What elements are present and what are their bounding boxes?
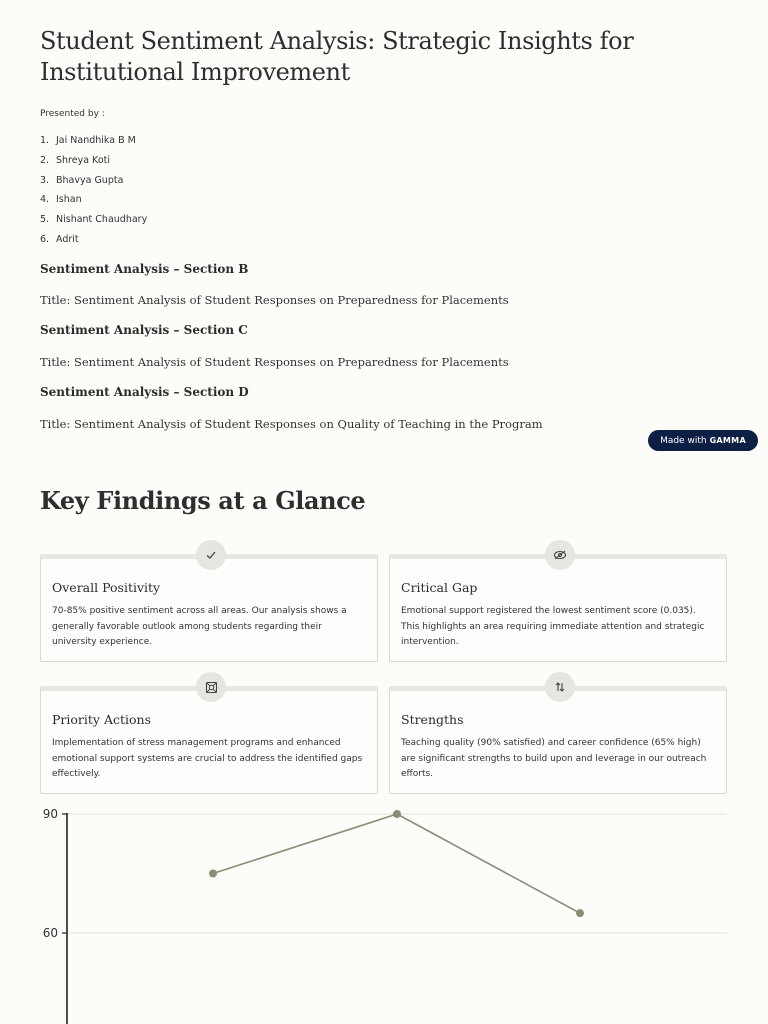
data-point [393,810,401,818]
presenter-name: Bhavya Gupta [56,174,124,186]
list-number: 2. [40,154,50,166]
list-number: 4. [40,194,50,206]
data-point [576,909,584,917]
list-item [40,135,147,155]
card-heading: Strengths [401,712,464,727]
key-findings-title: Key Findings at a Glance [40,486,366,515]
section-c-title: Title: Sentiment Analysis of Student Responses on Preparedness for Placements [40,355,509,369]
list-item [40,175,147,195]
section-c-heading: Sentiment Analysis – Section C [40,323,248,337]
list-item [40,214,147,234]
list-item [40,234,147,254]
made-with-gamma-badge[interactable] [648,430,758,451]
finding-card-overall-positivity [40,554,378,662]
section-d-heading: Sentiment Analysis – Section D [40,385,249,399]
card-body: Teaching quality (90% satisfied) and career confidence (65% high) are significant strengths to build upon and leverage in our outreach efforts. [401,738,707,779]
sentiment-line-chart [0,800,768,1024]
series-line [213,814,580,913]
arrows-up-down-icon [545,672,575,702]
presenter-name: Nishant Chaudhary [56,214,148,226]
finding-card-strengths [389,686,727,794]
y-tick-label: 90 [42,807,58,821]
y-tick-label: 60 [42,926,58,940]
finding-card-critical-gap [389,554,727,662]
check-icon [196,540,226,570]
presented-by-label: Presented by : [40,109,105,119]
card-heading: Priority Actions [52,712,151,727]
card-body: Implementation of stress management programs and enhanced emotional support systems are crucial to address the identified gaps effectively. [52,738,363,779]
section-b-title: Title: Sentiment Analysis of Student Responses on Preparedness for Placements [40,293,509,307]
eye-off-icon [545,540,575,570]
list-number: 6. [40,233,50,245]
presenter-list [40,135,147,254]
list-item [40,194,147,214]
page-title: Student Sentiment Analysis: Strategic Insights for Institutional Improvement [40,27,634,86]
list-number: 3. [40,174,50,186]
finding-card-priority-actions [40,686,378,794]
presenter-name: Shreya Koti [56,154,110,166]
presenter-name: Jai Nandhika B M [56,135,136,146]
list-number: 5. [40,214,50,226]
card-body: 70-85% positive sentiment across all areas. Our analysis shows a generally favorable outlook among students regarding their university experience. [52,606,347,647]
badge-prefix: Made with [660,435,707,446]
life-buoy-icon [196,672,226,702]
card-heading: Critical Gap [401,580,478,595]
section-b-heading: Sentiment Analysis – Section B [40,262,249,276]
list-item [40,155,147,175]
data-point [209,870,217,878]
section-d-title: Title: Sentiment Analysis of Student Responses on Quality of Teaching in the Program [40,417,543,431]
card-body: Emotional support registered the lowest sentiment score (0.035). This highlights an area requiring immediate attention and strategic intervention. [401,606,705,647]
presenter-name: Ishan [56,194,82,206]
presenter-name: Adrit [56,233,79,245]
gamma-logo: GAMMA [709,436,746,445]
card-heading: Overall Positivity [52,580,161,595]
list-number: 1. [40,135,50,146]
